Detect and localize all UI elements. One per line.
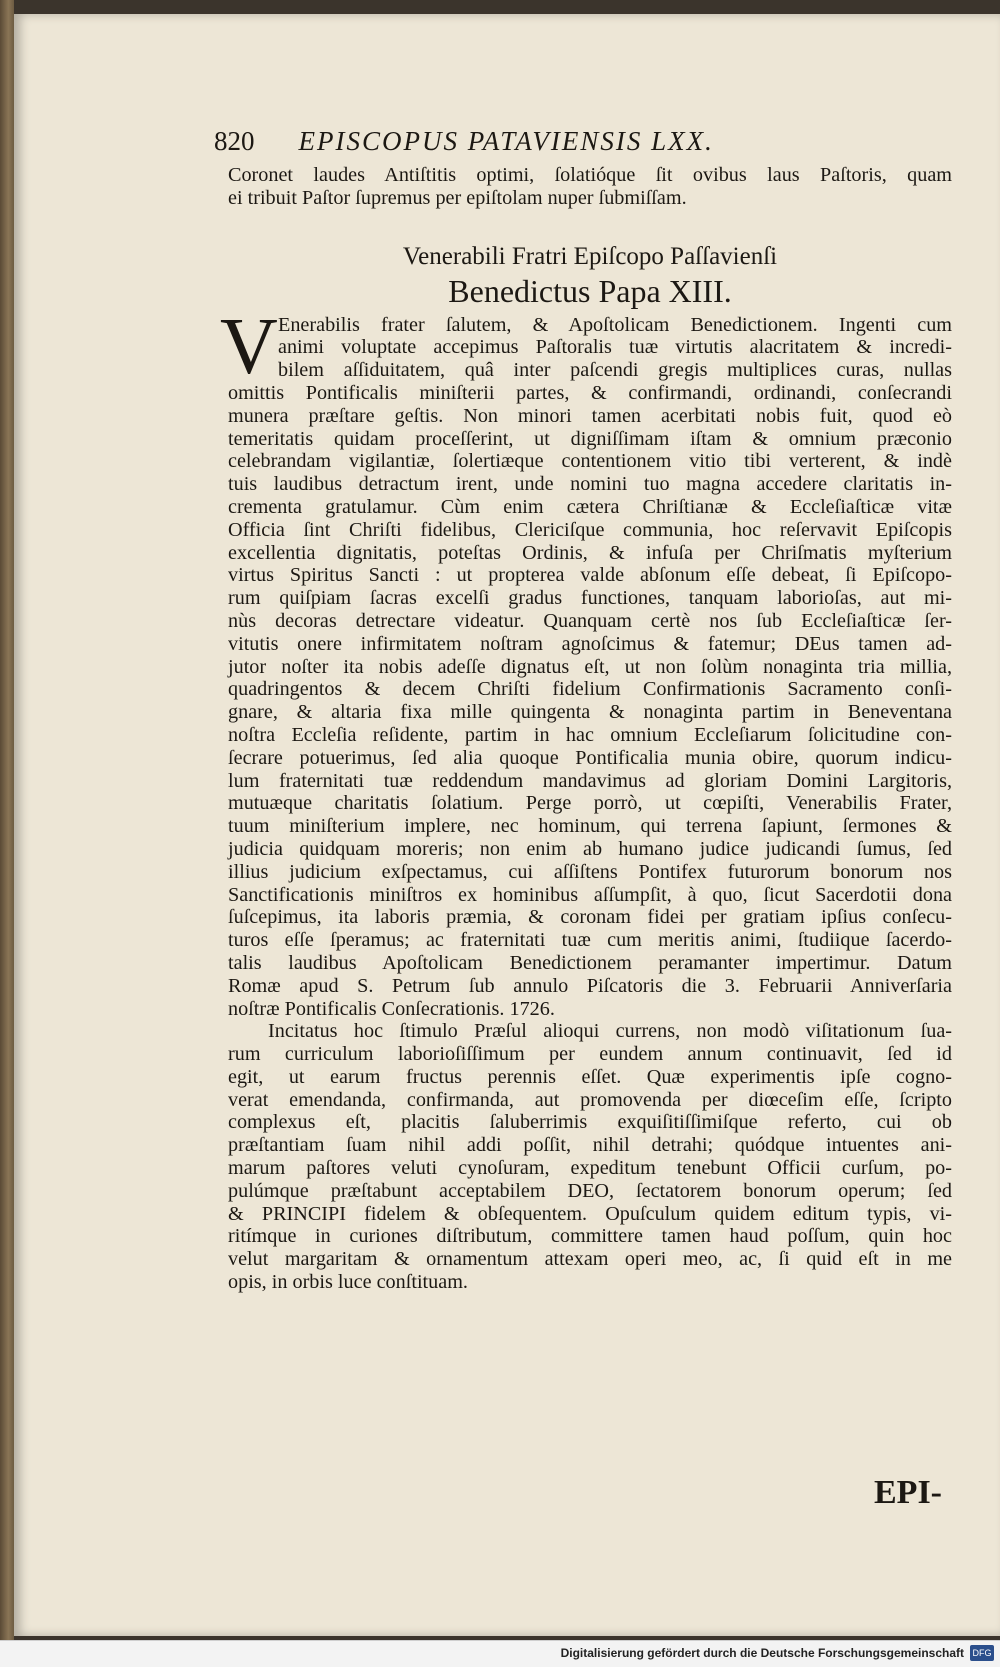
digitization-footer (0, 1640, 1000, 1667)
text-line: Incitatus hoc ſtimulo Præſul alioqui currens, non modò viſitationum ſua- (268, 1020, 952, 1043)
text-line: Sanctificationis miniſtros ex hominibus aſſumpſit, à quo, ſicut Sacerdotii dona (228, 883, 952, 906)
text-line: mutuæque charitatis ſolatium. Perge porrò, ut cœpiſti, Venerabilis Frater, (228, 792, 952, 815)
papal-letter (220, 302, 952, 1021)
book-spine-edge (0, 0, 14, 1640)
running-head: EPISCOPUS PATAVIENSIS LXX. (298, 126, 714, 156)
text-line: gnare, & altaria fixa mille quingenta & nonaginta partim in Beneventana (228, 701, 952, 724)
text-line: ritímque in curiones diſtributum, committere tamen haud poſſum, quin hoc (228, 1225, 952, 1248)
text-line: munera præſtare geſtis. Non minori tamen acerbitati nobis fuit, quod eò (228, 404, 952, 427)
footer-credit: Digitalisierung gefördert durch die Deutsche Forschungsgemeinschaft (560, 1646, 964, 1660)
text-line: lum fraternitati tuæ reddendum mandavimus ad gloriam Domini Largitoris, (228, 769, 952, 792)
text-line: rum quiſpiam ſacras excelſi gradus functiones, tanquam laborioſas, aut mi- (228, 587, 952, 610)
text-line: noſtræ Pontificalis Conſecrationis. 1726. (228, 997, 555, 1020)
text-line: virtus Spiritus Sancti : ut propterea valde abſonum eſſe debeat, ſi Epiſcopo- (228, 564, 952, 587)
page-body (220, 164, 952, 1294)
dfg-logo: DFG (970, 1645, 994, 1661)
text-line: omittis Pontificalis miniſterii partes, & confirmandi, ordinandi, conſecrandi (228, 381, 952, 404)
page-header (214, 126, 824, 157)
text-line: crementa gratulamur. Cùm enim cætera Chriſtianæ & Eccleſiaſticæ vitæ (228, 495, 952, 518)
text-line: excellentia dignitatis, poteſtas Ordinis, & infuſa per Chriſmatis myſterium (228, 541, 952, 564)
text-line: judicia quidquam moreris; non enim ab humano judice judicandi ſumus, ſed (228, 837, 952, 860)
text-line: Coronet laudes Antiſtitis optimi, ſolatióque ſit ovibus laus Paſtoris, quam (228, 164, 952, 186)
text-line: nùs decoras detrectare videatur. Quanquam certè nos ſub Eccleſiaſticæ ſer- (228, 609, 952, 632)
letter-lines (228, 314, 952, 1021)
drop-cap: V (220, 302, 278, 391)
page-number: 820 (214, 126, 255, 156)
text-line: vitutis onere infirmitatem noſtram agnoſcimus & fatemur; DEus tamen ad- (228, 632, 952, 655)
intro-paragraph (228, 164, 952, 210)
text-line: Enerabilis frater ſalutem, & Apoſtolicam Benedictionem. Ingenti cum (278, 313, 952, 336)
text-line: ſuſcepimus, ita laboris præmia, & coronam fidei per gratiam ipſius conſecu- (228, 906, 952, 929)
text-line: bilem aſſiduitatem, quâ inter paſcendi gregis multiplices curas, nullas (278, 359, 952, 382)
letter-sender: Benedictus Papa XIII. (448, 272, 732, 309)
text-line: noſtra Eccleſia reſidente, partim in hac omnium Eccleſiarum ſolicitudine con- (228, 723, 952, 746)
text-line: jutor noſter ita nobis adeſſe dignatus eſt, ut non ſolùm nonaginta tria millia, (228, 655, 952, 678)
text-line: complexus eſt, placitis ſaluberrimis exquiſitiſſimiſque referto, cui ob (228, 1111, 952, 1134)
text-line: Romæ apud S. Petrum ſub annulo Piſcatoris die 3. Februarii Anniverſaria (228, 974, 952, 997)
page-sheet (14, 14, 1000, 1636)
text-line: pulúmque præſtabunt acceptabilem DEO, ſectatorem bonorum operum; ſed (228, 1179, 952, 1202)
letter-addressee: Venerabili Fratri Epiſcopo Paſſavienſi (402, 242, 778, 270)
text-line: temeritatis quidam proceſſerint, ut digniſſimam iſtam & omnium præconio (228, 427, 952, 450)
text-line: illius judicium exſpectamus, cui aſſiſtens Pontifex futurorum bonorum nos (228, 860, 952, 883)
text-line: opis, in orbis luce conſtituam. (228, 1271, 468, 1294)
text-line: & PRINCIPI fidelem & obſequentem. Opuſculum quidem editum typis, vi- (228, 1202, 952, 1225)
text-line: talis laudibus Apoſtolicam Benedictionem peramanter impertimur. Datum (228, 951, 952, 974)
text-line: marum paſtores veluti cynoſuram, expeditum tenebunt Officii curſum, po- (228, 1157, 952, 1180)
text-line: celebrandam vigilantiæ, ſolertiæque contentionem vitio tibi verterent, & indè (228, 450, 952, 473)
text-line: tuis laudibus detractum irent, unde nomini tuo magna accedere claritatis in- (228, 473, 952, 496)
text-line: egit, ut earum fructus perennis eſſet. Quæ experimentis ipſe cogno- (228, 1065, 952, 1088)
text-line: tuum miniſterium implere, nec hominum, qui terrena ſapiunt, ſermones & (228, 815, 952, 838)
catchword: EPI- (874, 1474, 942, 1511)
text-line: animi voluptate accepimus Paſtoralis tuæ virtutis alacritatem & incredi- (278, 336, 952, 359)
text-line: rum curriculum laborioſiſſimum per eundem annum continuavit, ſed id (228, 1043, 952, 1066)
text-line: turos eſſe ſperamus; ac fraternitati tuæ cum meritis animi, ſtudiique ſacerdo- (228, 929, 952, 952)
text-line: velut margaritam & ornamentum attexam operi meo, ac, ſi quid eſt in me (228, 1248, 952, 1271)
text-line: præſtantiam ſuam nihil addi poſſit, nihil detrahi; quódque intuentes ani- (228, 1134, 952, 1157)
commentary-paragraph (228, 1020, 952, 1294)
text-line: quadringentos & decem Chriſti fidelium Confirmationis Sacramento conſi- (228, 678, 952, 701)
text-line: ſecrare potuerimus, ſed alia quoque Pontificalia munia obire, quorum indicu- (228, 746, 952, 769)
text-line: verat emendanda, confirmanda, aut promovenda per diœceſim eſſe, ſcripto (228, 1088, 952, 1111)
text-line: ei tribuit Paſtor ſupremus per epiſtolam nuper ſubmiſſam. (228, 186, 687, 209)
text-line: Officia ſint Chriſti fidelibus, Clericiſque communia, hoc reſervavit Epiſcopis (228, 518, 952, 541)
